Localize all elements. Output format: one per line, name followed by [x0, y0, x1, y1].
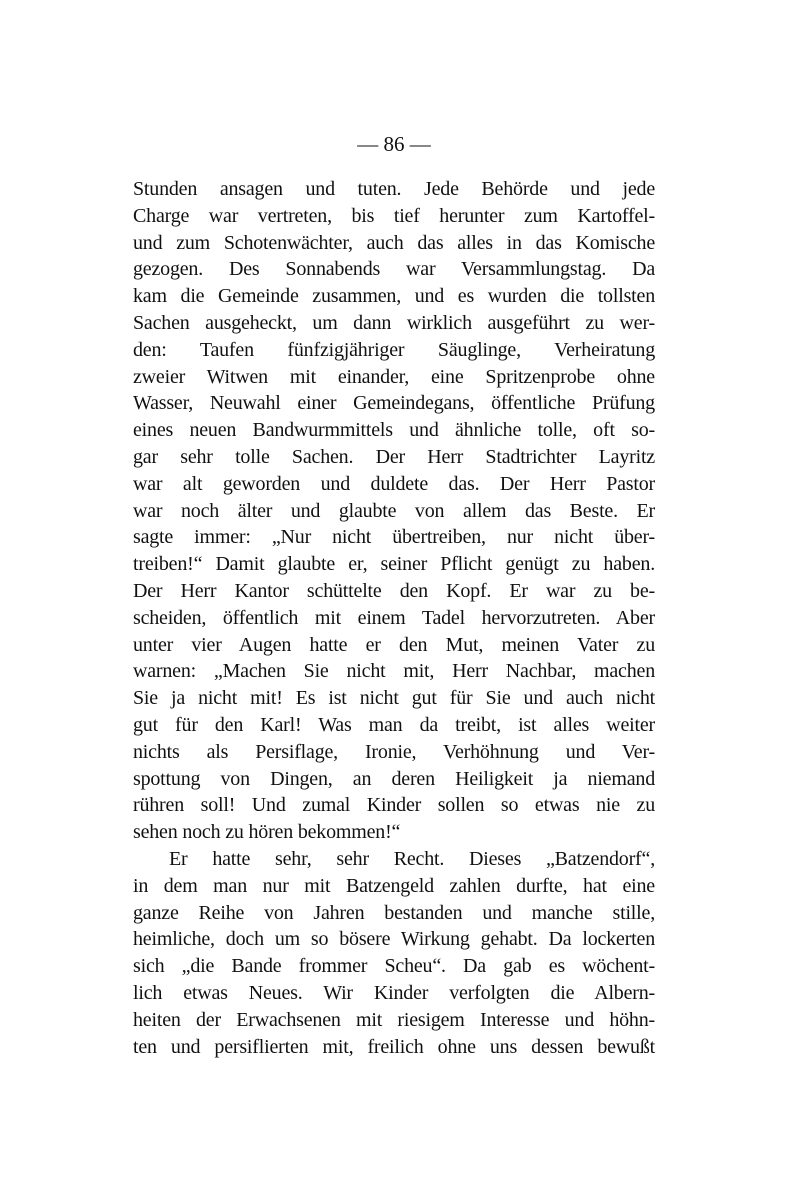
text-line: gut für den Karl! Was man da treibt, ist alles weiter: [133, 713, 655, 736]
text-line: war alt geworden und duldete das. Der Herr Pastor: [133, 472, 655, 495]
text-line: rühren soll! Und zumal Kinder sollen so etwas nie zu: [133, 794, 655, 817]
text-line: ten und persiflierten mit, freilich ohne uns dessen bewußt: [133, 1035, 655, 1058]
text-line: zweier Witwen mit einander, eine Spritzenprobe ohne: [133, 365, 655, 388]
text-line: heimliche, doch um so bösere Wirkung gehabt. Da lockerten: [133, 928, 655, 951]
text-line: den: Taufen fünfzigjähriger Säuglinge, Verheiratung: [133, 338, 655, 361]
text-line: warnen: „Machen Sie nicht mit, Herr Nachbar, machen: [133, 660, 655, 683]
page-number: — 86 —: [357, 132, 431, 156]
text-line: war noch älter und glaubte von allem das Beste. Er: [133, 499, 655, 522]
text-line: Charge war vertreten, bis tief herunter zum Kartoffel-: [133, 204, 655, 227]
text-line: Der Herr Kantor schüttelte den Kopf. Er war zu be-: [133, 579, 655, 602]
text-line: Sachen ausgeheckt, um dann wirklich ausgeführt zu wer-: [133, 311, 655, 334]
text-line: nichts als Persiflage, Ironie, Verhöhnung und Ver-: [133, 740, 655, 763]
text-line: sagte immer: „Nur nicht übertreiben, nur nicht über-: [133, 526, 655, 549]
text-line: und zum Schotenwächter, auch das alles in das Komische: [133, 231, 655, 254]
text-line: heiten der Erwachsenen mit riesigem Interesse und höhn-: [133, 1008, 655, 1031]
text-line: sehen noch zu hören bekommen!“: [133, 821, 401, 844]
text-line: Stunden ansagen und tuten. Jede Behörde und jede: [133, 178, 655, 200]
text-line: spottung von Dingen, an deren Heiligkeit ja niemand: [133, 767, 655, 790]
text-line: eines neuen Bandwurmmittels und ähnliche tolle, oft so-: [133, 419, 655, 442]
body-text: [133, 176, 655, 1060]
text-line: Wasser, Neuwahl einer Gemeindegans, öffentliche Prüfung: [133, 392, 655, 415]
text-line: kam die Gemeinde zusammen, und es wurden die tollsten: [133, 285, 655, 308]
text-line: Er hatte sehr, sehr Recht. Dieses „Batzendorf“,: [169, 847, 655, 870]
text-line: in dem man nur mit Batzengeld zahlen durfte, hat eine: [133, 874, 655, 897]
text-line: gezogen. Des Sonnabends war Versammlungstag. Da: [133, 258, 655, 281]
text-line: unter vier Augen hatte er den Mut, meinen Vater zu: [133, 633, 655, 656]
text-line: sich „die Bande frommer Scheu“. Da gab es wöchent-: [133, 955, 655, 978]
text-line: gar sehr tolle Sachen. Der Herr Stadtrichter Layritz: [133, 445, 655, 468]
text-line: treiben!“ Damit glaubte er, seiner Pflicht genügt zu haben.: [133, 553, 655, 576]
text-line: Sie ja nicht mit! Es ist nicht gut für Sie und auch nicht: [133, 687, 655, 710]
text-line: scheiden, öffentlich mit einem Tadel hervorzutreten. Aber: [133, 606, 655, 629]
text-line: lich etwas Neues. Wir Kinder verfolgten die Albern-: [133, 981, 655, 1004]
text-line: ganze Reihe von Jahren bestanden und manche stille,: [133, 901, 655, 924]
